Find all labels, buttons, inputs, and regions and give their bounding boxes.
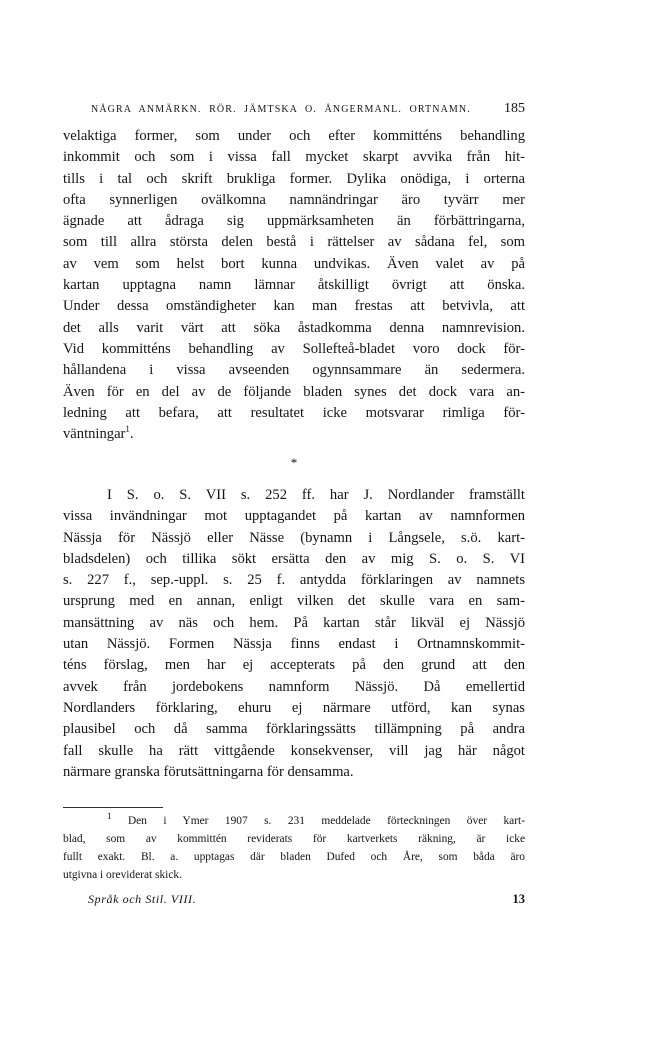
section-separator: *: [290, 455, 298, 470]
text-line: hållandena i vissa avseenden ogynnsammare än sedermera.: [63, 362, 525, 379]
text-line: velaktiga former, som under och efter kommitténs behandling: [63, 128, 525, 144]
text-line: ofta synnerligen ovälkomna namnändringar äro tyvärr mer: [63, 191, 525, 208]
text-line: tills i tal och skrift brukliga former. Dylika onödiga, i orterna: [63, 170, 525, 187]
footnote-first-text: Den i Ymer 1907 s. 231 meddelade förteckningen över kart-: [127, 815, 525, 827]
footnote-marker: 1: [107, 811, 112, 822]
footnote-line: [63, 812, 525, 830]
text-line-last: [63, 424, 525, 445]
text-line: av vem som helst bort kunna undvikas. Även valet av på: [63, 255, 525, 272]
text-line: mansättning av näs och hem. På kartan står likväl ej Nässjö: [63, 614, 525, 631]
text-line: Nässja för Nässjö eller Nässe (bynamn i Långsele, s.ö. kart-: [63, 529, 525, 546]
running-title: NÅGRA ANMÄRKN. RÖR. JÄMTSKA O. ÅNGERMANL. ORTNAMN.: [91, 104, 471, 115]
text-line: I S. o. S. VII s. 252 ff. har J. Nordlander framställt: [107, 487, 525, 503]
running-header: [63, 101, 525, 117]
text-line: fall skulle ha rätt vittgående konsekvenser, vill jag här något: [63, 742, 525, 759]
text-line: vissa invändningar mot upptagandet på kartan av namnformen: [63, 508, 525, 525]
text-line: inkommit och som i vissa fall mycket skarpt avvika från hit-: [63, 149, 525, 166]
text-line: kartan upptagna namn lämnar åtskilligt övrigt att önska.: [63, 277, 525, 294]
text-line: ursprung med en annan, enligt vilken det skulle vara en sam-: [63, 593, 525, 610]
text-line: ägnade att ådraga sig uppmärksamheten än förbättringarna,: [63, 213, 525, 230]
footnote-line-last: utgivna i oreviderat skick.: [63, 869, 182, 881]
text-line: Vid kommitténs behandling av Sollefteå-bladet voro dock för-: [63, 340, 525, 357]
footnote: [63, 812, 525, 884]
book-page: [63, 0, 533, 1041]
text-line: Under dessa omständigheter kan man frestas att betvivla, att: [63, 298, 525, 315]
page-number: 185: [504, 101, 525, 116]
footnote-reference: 1: [125, 424, 130, 435]
text-line: Nordlanders förklaring, ehuru ej närmare utförd, kan synas: [63, 699, 525, 716]
text-line: utan Nässjö. Formen Nässja finns endast i Ortnamnskommit-: [63, 636, 525, 653]
text-line: bladsdelen) och tillika sökt ersätta den av mig S. o. S. VI: [63, 550, 525, 567]
footnote-rule: [63, 807, 163, 808]
text-line: Även för en del av de följande bladen synes det dock vara an-: [63, 383, 525, 400]
text-line: det alls varit värt att söka åstadkomma denna namnrevision.: [63, 319, 525, 336]
page-footer: [63, 892, 525, 907]
text-line: s. 227 f., sep.-uppl. s. 25 f. antydda förklaringen av namnets: [63, 572, 525, 589]
text-line-last: närmare granska förutsättningarna för densamma.: [63, 763, 354, 780]
text-line: téns förslag, men har ej accepterats på den grund att den: [63, 657, 525, 674]
last-line-end: .: [129, 426, 134, 443]
signature-mark: Språk och Stil. VIII.: [88, 892, 197, 906]
text-line: som till allra största delen bestå i rättelser av sådana fel, som: [63, 234, 525, 251]
footnote-line: blad, som av kommittén reviderats för kartverkets räkning, är icke: [63, 833, 525, 845]
paragraph-nassja: [63, 485, 525, 783]
text-line: ledning att befara, att resultatet icke motsvarar rimliga för-: [63, 404, 525, 421]
text-line: plausibel och då samma förklaringssätts tillämpning på andra: [63, 721, 525, 738]
signature-number: 13: [512, 892, 525, 906]
paragraph-continuation: [63, 126, 525, 445]
footnote-line: fullt exakt. Bl. a. upptagas där bladen Dufed och Åre, som båda äro: [63, 851, 525, 863]
last-line-text: väntningar: [63, 426, 126, 443]
text-line: avvek från jordebokens namnform Nässjö. Då emellertid: [63, 678, 525, 695]
